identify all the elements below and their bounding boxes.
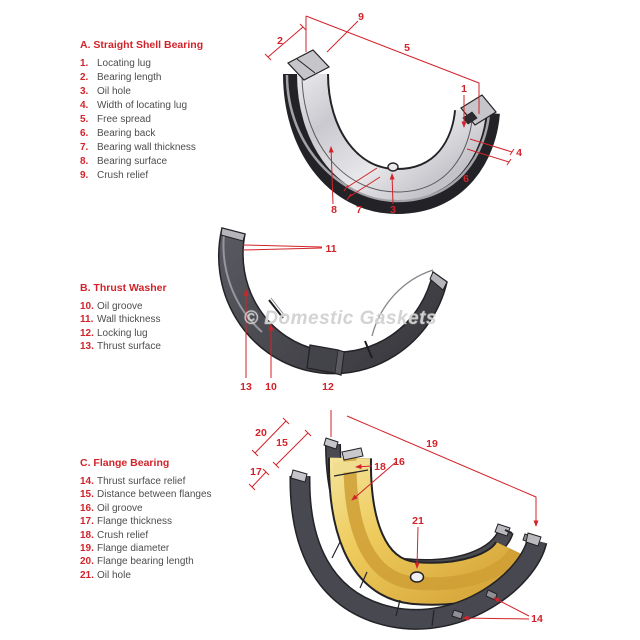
legend-item	[80, 85, 203, 99]
callout-label: 12	[322, 381, 334, 393]
legend-section-flange-bearing	[80, 457, 212, 582]
legend-section-thrust-washer	[80, 282, 167, 354]
legend-item-label: Crush relief	[97, 529, 149, 541]
callout-label: 1	[461, 83, 467, 95]
oil-hole-straight-shell	[388, 163, 398, 171]
callout-2	[265, 16, 306, 60]
callout-label: 5	[404, 42, 410, 54]
callout-label: 14	[531, 613, 543, 625]
legend-item	[80, 340, 167, 353]
callout-6	[463, 173, 469, 185]
legend-item	[80, 555, 212, 568]
callout-label: 7	[356, 204, 362, 216]
legend-item-number: 1.	[80, 58, 89, 69]
legend-item-label: Flange diameter	[97, 543, 170, 555]
callout-label: 18	[374, 461, 386, 473]
legend-item-label: Width of locating lug	[97, 100, 188, 111]
legend-item-label: Oil hole	[97, 86, 131, 97]
legend-item	[80, 502, 212, 515]
legend-item-number: 6.	[80, 128, 89, 139]
legend-item	[80, 127, 203, 141]
legend-item-label: Flange bearing length	[97, 556, 194, 568]
legend-item	[80, 300, 167, 313]
oil-hole-flange	[411, 572, 424, 582]
callout-label: 2	[277, 35, 283, 47]
callout-label: 6	[463, 173, 469, 185]
legend-item-label: Bearing wall thickness	[97, 142, 196, 153]
legend-item-number: 2.	[80, 72, 89, 83]
legend-item-label: Oil groove	[97, 301, 143, 312]
crush-relief	[351, 461, 352, 472]
callout-5	[306, 16, 479, 114]
legend-item	[80, 71, 203, 85]
section-title: B. Thrust Washer	[80, 282, 167, 294]
section-title: C. Flange Bearing	[80, 457, 170, 469]
flange-bearing-illustration	[291, 438, 541, 626]
callout-label: 20	[255, 427, 267, 439]
legend-item-number: 7.	[80, 142, 89, 153]
legend-item	[80, 529, 212, 542]
callout-15	[273, 430, 311, 468]
callout-label: 19	[426, 438, 438, 450]
callout-label: 8	[331, 204, 337, 216]
legend-item-label: Locking lug	[97, 327, 148, 339]
callout-12	[322, 381, 334, 393]
legend-item	[80, 515, 212, 528]
legend-item-number: 10.	[80, 301, 94, 312]
legend-item-label: Thrust surface relief	[97, 476, 186, 487]
legend-item-number: 20.	[80, 556, 94, 568]
legend-item	[80, 141, 203, 155]
legend-item	[80, 169, 203, 183]
callout-label: 16	[393, 456, 405, 468]
legend-item	[80, 488, 212, 501]
legend-item	[80, 475, 212, 488]
callout-label: 3	[390, 204, 396, 216]
callout-label: 4	[516, 147, 522, 159]
legend-item-label: Thrust surface	[97, 341, 161, 353]
legend-section-straight-shell	[80, 39, 203, 183]
callout-11	[243, 243, 337, 255]
legend-item	[80, 542, 212, 555]
legend-item-number: 13.	[80, 341, 94, 353]
legend-item-number: 18.	[80, 529, 94, 541]
legend-item-label: Bearing surface	[97, 156, 168, 167]
legend-item-number: 14.	[80, 476, 94, 487]
legend-item-number: 8.	[80, 156, 89, 167]
legend-item-label: Oil groove	[97, 502, 143, 514]
legend-item-label: Bearing back	[97, 128, 156, 139]
legend-item	[80, 155, 203, 169]
section-title: A. Straight Shell Bearing	[80, 39, 204, 51]
legend-item-label: Distance between flanges	[97, 489, 212, 501]
legend-item-label: Crush relief	[97, 170, 149, 181]
legend-item-number: 3.	[80, 86, 89, 97]
legend-item-number: 12.	[80, 327, 94, 339]
legend-item-number: 15.	[80, 489, 94, 501]
legend-item-number: 21.	[80, 569, 94, 581]
legend-item-label: Free spread	[97, 114, 151, 125]
callout-label: 9	[358, 11, 364, 23]
watermark: © Domestic Gaskets	[244, 308, 438, 329]
legend-item	[80, 327, 167, 340]
callout-label: 13	[240, 381, 252, 393]
legend-item-label: Wall thickness	[97, 314, 161, 326]
callout-label: 21	[412, 515, 424, 527]
legend-item-number: 11.	[80, 314, 94, 326]
legend-item-number: 4.	[80, 100, 89, 111]
callout-label: 11	[325, 243, 337, 255]
legend-item-label: Bearing length	[97, 72, 162, 83]
callout-label: 15	[276, 437, 288, 449]
legend-item-label: Locating lug	[97, 58, 151, 69]
legend-item	[80, 569, 212, 582]
legend-item-number: 16.	[80, 502, 94, 514]
legend-item-number: 19.	[80, 543, 94, 555]
legend-item-number: 9.	[80, 170, 89, 181]
legend-item-number: 17.	[80, 516, 94, 528]
callout-17	[249, 466, 269, 490]
legend-item	[80, 313, 167, 326]
legend-item-number: 5.	[80, 114, 89, 125]
callout-label: 10	[265, 381, 277, 393]
legend-item	[80, 57, 203, 71]
legend-item-label: Flange thickness	[97, 516, 173, 528]
legend-item-label: Oil hole	[97, 569, 131, 581]
legend-item	[80, 113, 203, 127]
legend-item	[80, 99, 203, 113]
callout-label: 17	[250, 466, 262, 478]
